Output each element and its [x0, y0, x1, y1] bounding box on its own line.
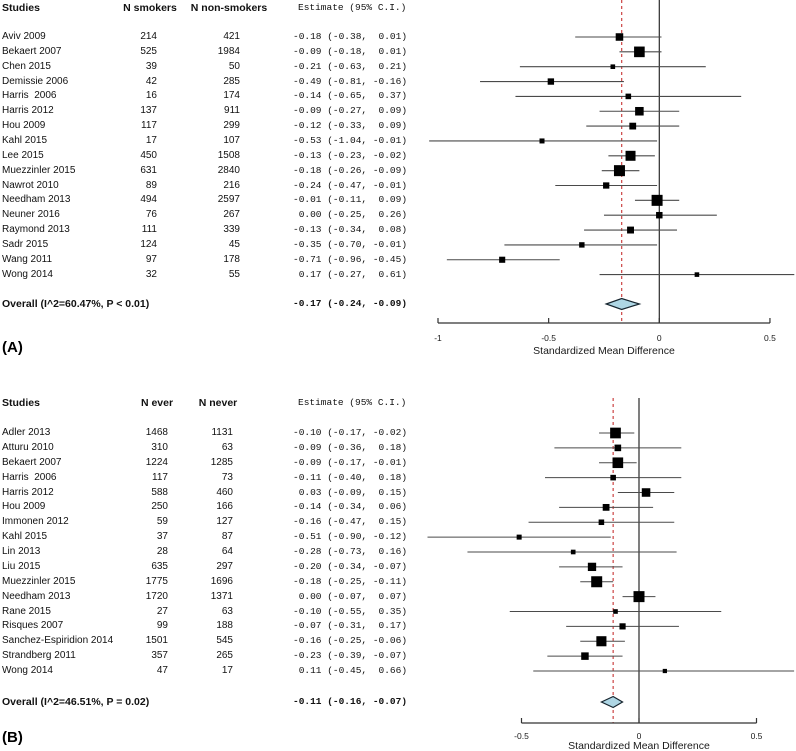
n-group1-value: 32: [145, 268, 157, 280]
n-group2-value: 178: [223, 253, 240, 265]
study-name: Wong 2014: [2, 268, 53, 280]
n-group2-value: 73: [221, 471, 233, 483]
estimate-marker: [581, 652, 588, 659]
study-name: Immonen 2012: [2, 516, 69, 528]
n-group1-value: 631: [140, 164, 157, 176]
estimate-marker: [614, 165, 625, 176]
estimate-text: -0.12 (-0.33, 0.09): [293, 120, 408, 132]
estimate-text: -0.14 (-0.65, 0.37): [293, 90, 408, 102]
study-name: Lin 2013: [2, 546, 41, 557]
estimate-text: -0.28 (-0.73, 0.16): [293, 546, 408, 557]
n-group2-value: 299: [223, 120, 240, 132]
estimate-text: -0.21 (-0.63, 0.21): [293, 60, 408, 72]
study-name: Sadr 2015: [2, 238, 49, 250]
estimate-column-header: Estimate (95% C.I.): [298, 2, 407, 13]
estimate-marker: [629, 123, 636, 130]
n-group1-value: 76: [145, 209, 157, 221]
estimate-marker: [616, 33, 624, 41]
study-name: Hou 2009: [2, 501, 46, 513]
estimate-text: -0.13 (-0.23, -0.02): [293, 149, 408, 161]
studies-column-header: Studies: [2, 397, 40, 409]
estimate-marker: [652, 195, 663, 206]
n-group1-value: 124: [140, 238, 157, 250]
n-group2-value: 174: [223, 90, 240, 102]
n-group2-value: 17: [221, 665, 233, 676]
n-group1-value: 525: [140, 45, 157, 57]
n-group2-value: 63: [221, 441, 233, 453]
estimate-marker: [571, 550, 576, 555]
study-name: Demissie 2006: [2, 75, 69, 87]
n-group1-value: 250: [151, 501, 168, 513]
estimate-marker: [626, 94, 632, 100]
study-name: Sanchez-Espiridion 2014: [2, 635, 114, 647]
estimate-marker: [610, 428, 621, 439]
study-name: Aviv 2009: [2, 31, 46, 42]
n-group1-value: 28: [156, 546, 168, 557]
n-group2-value: 55: [228, 268, 240, 280]
n-group1-value: 635: [151, 560, 168, 572]
study-name: Needham 2013: [2, 590, 71, 602]
n-group2-value: 216: [223, 179, 240, 191]
panel-b-label: (B): [2, 729, 23, 746]
study-name: Raymond 2013: [2, 224, 70, 236]
n-group2-value: 460: [216, 486, 233, 498]
study-name: Strandberg 2011: [2, 650, 76, 662]
estimate-text: 0.11 (-0.45, 0.66): [293, 665, 408, 676]
study-name: Risques 2007: [2, 620, 64, 632]
n-group1-value: 214: [140, 31, 157, 42]
estimate-marker: [499, 257, 505, 263]
n-group2-value: 421: [223, 31, 240, 42]
n-group2-value: 911: [224, 105, 240, 117]
n-group2-value: 297: [216, 560, 233, 572]
estimate-marker: [591, 576, 602, 587]
study-name: Neuner 2016: [2, 209, 60, 221]
study-name: Harris 2006: [2, 471, 57, 483]
n-group2-column-header: N non-smokers: [190, 2, 268, 14]
overall-diamond: [606, 299, 639, 310]
study-name: Rane 2015: [2, 605, 51, 617]
study-name: Muezzinler 2015: [2, 575, 76, 587]
n-group2-value: 1508: [217, 149, 240, 161]
n-group1-column-header: N ever: [140, 397, 174, 409]
n-group1-value: 99: [156, 620, 168, 632]
estimate-text: -0.49 (-0.81, -0.16): [293, 75, 408, 87]
n-group1-value: 16: [145, 90, 157, 102]
study-name: Needham 2013: [2, 194, 71, 206]
estimate-text: -0.18 (-0.26, -0.09): [293, 164, 408, 176]
estimate-marker: [613, 609, 618, 614]
n-group1-column-header: N smokers: [123, 2, 177, 14]
estimate-marker: [627, 227, 634, 234]
estimate-text: -0.07 (-0.31, 0.17): [293, 620, 408, 632]
x-axis-tick-label: -1: [434, 333, 442, 343]
study-name: Atturu 2010: [2, 441, 54, 453]
n-group1-value: 117: [141, 120, 157, 132]
n-group1-value: 47: [156, 665, 168, 676]
study-name: Chen 2015: [2, 60, 51, 72]
estimate-text: -0.09 (-0.18, 0.01): [293, 45, 408, 57]
estimate-text: -0.35 (-0.70, -0.01): [293, 238, 408, 250]
n-group1-value: 310: [151, 441, 168, 453]
n-group1-value: 42: [145, 75, 157, 87]
n-group2-value: 188: [216, 620, 233, 632]
panel-a-label: (A): [2, 339, 23, 356]
estimate-text: -0.11 (-0.40, 0.18): [293, 471, 408, 483]
estimate-marker: [611, 64, 616, 69]
overall-estimate-text: -0.11 (-0.16, -0.07): [293, 696, 408, 707]
n-group1-value: 137: [140, 105, 157, 117]
estimate-text: -0.53 (-1.04, -0.01): [293, 134, 408, 146]
estimate-text: -0.23 (-0.39, -0.07): [293, 650, 408, 662]
n-group2-value: 1285: [210, 456, 233, 468]
estimate-text: -0.09 (-0.36, 0.18): [293, 441, 408, 453]
overall-diamond: [601, 697, 622, 708]
n-group2-value: 339: [223, 224, 240, 236]
n-group1-value: 588: [151, 486, 168, 498]
estimate-marker: [634, 47, 645, 58]
estimate-text: -0.01 (-0.11, 0.09): [293, 194, 408, 206]
estimate-marker: [695, 272, 700, 277]
n-group1-value: 111: [141, 224, 157, 236]
estimate-text: -0.24 (-0.47, -0.01): [293, 179, 408, 191]
estimate-marker: [579, 242, 584, 247]
study-name: Hou 2009: [2, 120, 46, 132]
estimate-marker: [613, 457, 624, 468]
n-group1-value: 39: [145, 60, 157, 72]
studies-column-header: Studies: [2, 2, 40, 14]
x-axis-tick-label: -0.5: [541, 333, 556, 343]
n-group1-value: 37: [156, 531, 168, 543]
overall-label: Overall (I^2=46.51%, P = 0.02): [2, 696, 150, 708]
estimate-marker: [517, 535, 522, 540]
n-group2-value: 166: [216, 501, 233, 513]
n-group2-value: 1984: [217, 45, 240, 57]
x-axis-title: Standardized Mean Difference: [568, 740, 710, 751]
n-group1-value: 450: [140, 149, 157, 161]
n-group2-value: 127: [216, 516, 233, 528]
n-group2-value: 2840: [217, 164, 240, 176]
estimate-marker: [548, 78, 554, 84]
study-name: Harris 2012: [2, 486, 54, 498]
n-group1-value: 357: [151, 650, 168, 662]
n-group2-value: 1131: [211, 427, 233, 438]
estimate-text: -0.51 (-0.90, -0.12): [293, 531, 408, 543]
n-group2-value: 545: [216, 635, 233, 647]
study-name: Muezzinler 2015: [2, 164, 76, 176]
estimate-marker: [610, 475, 616, 481]
n-group1-value: 1224: [145, 456, 168, 468]
x-axis-title: Standardized Mean Difference: [533, 345, 675, 357]
n-group1-value: 17: [145, 134, 157, 146]
n-group1-value: 27: [156, 605, 168, 617]
study-name: Harris 2006: [2, 90, 57, 102]
n-group2-value: 265: [216, 650, 233, 662]
n-group2-value: 1371: [210, 590, 233, 602]
estimate-text: -0.18 (-0.38, 0.01): [293, 31, 408, 42]
n-group1-value: 117: [152, 471, 168, 483]
n-group1-value: 89: [145, 179, 157, 191]
study-name: Wong 2014: [2, 665, 53, 676]
estimate-marker: [596, 636, 606, 646]
study-name: Harris 2012: [2, 105, 54, 117]
overall-label: Overall (I^2=60.47%, P < 0.01): [2, 298, 150, 310]
estimate-marker: [619, 623, 625, 629]
n-group1-value: 1775: [145, 575, 168, 587]
estimate-text: 0.00 (-0.25, 0.26): [293, 209, 408, 221]
x-axis-tick-label: 0: [636, 731, 642, 741]
estimate-text: -0.09 (-0.27, 0.09): [293, 105, 408, 117]
estimate-text: -0.10 (-0.55, 0.35): [293, 605, 408, 617]
estimate-text: 0.03 (-0.09, 0.15): [293, 486, 408, 498]
n-group2-value: 63: [221, 605, 233, 617]
n-group1-value: 1468: [145, 427, 168, 438]
n-group1-value: 1720: [145, 590, 168, 602]
n-group1-value: 97: [145, 253, 157, 265]
estimate-text: -0.10 (-0.17, -0.02): [293, 427, 408, 438]
estimate-marker: [635, 107, 644, 116]
estimate-text: -0.16 (-0.47, 0.15): [293, 516, 408, 528]
estimate-text: -0.16 (-0.25, -0.06): [293, 635, 408, 647]
n-group2-value: 64: [221, 546, 233, 557]
n-group2-value: 1696: [210, 575, 233, 587]
study-name: Lee 2015: [2, 149, 44, 161]
study-name: Adler 2013: [2, 427, 51, 438]
n-group2-value: 87: [221, 531, 233, 543]
n-group2-value: 2597: [217, 194, 240, 206]
study-name: Kahl 2015: [2, 134, 48, 146]
n-group2-value: 285: [223, 75, 240, 87]
study-name: Kahl 2015: [2, 531, 48, 543]
study-name: Bekaert 2007: [2, 456, 62, 468]
overall-estimate-text: -0.17 (-0.24, -0.09): [293, 298, 408, 309]
estimate-marker: [634, 591, 645, 602]
estimate-text: 0.17 (-0.27, 0.61): [293, 268, 408, 280]
estimate-text: -0.18 (-0.25, -0.11): [293, 575, 408, 587]
n-group2-value: 45: [228, 238, 240, 250]
n-group1-value: 59: [156, 516, 168, 528]
study-name: Liu 2015: [2, 560, 41, 572]
x-axis-tick-label: 0: [656, 333, 662, 343]
estimate-marker: [540, 138, 545, 143]
estimate-marker: [603, 504, 610, 511]
x-axis-tick-label: 0.5: [764, 333, 776, 343]
n-group1-value: 1501: [145, 635, 168, 647]
n-group2-value: 107: [223, 134, 240, 146]
n-group2-value: 267: [223, 209, 240, 221]
estimate-marker: [642, 488, 651, 497]
n-group2-value: 50: [228, 60, 240, 72]
study-name: Wang 2011: [2, 253, 53, 265]
estimate-text: -0.09 (-0.17, -0.01): [293, 456, 408, 468]
x-axis-tick-label: -0.5: [514, 731, 529, 741]
estimate-text: 0.00 (-0.07, 0.07): [293, 590, 408, 602]
estimate-column-header: Estimate (95% C.I.): [298, 397, 407, 408]
study-name: Nawrot 2010: [2, 179, 59, 191]
estimate-text: -0.71 (-0.96, -0.45): [293, 253, 408, 265]
estimate-marker: [663, 669, 667, 673]
estimate-text: -0.20 (-0.34, -0.07): [293, 560, 408, 572]
estimate-marker: [588, 563, 596, 571]
x-axis-tick-label: 0.5: [750, 731, 763, 741]
estimate-text: -0.13 (-0.34, 0.08): [293, 224, 408, 236]
n-group1-value: 494: [140, 194, 157, 206]
n-group2-column-header: N never: [198, 397, 238, 409]
estimate-marker: [656, 212, 662, 218]
estimate-marker: [615, 445, 622, 452]
study-name: Bekaert 2007: [2, 45, 62, 57]
estimate-marker: [599, 519, 605, 525]
estimate-marker: [626, 151, 636, 161]
estimate-marker: [603, 182, 609, 188]
estimate-text: -0.14 (-0.34, 0.06): [293, 501, 408, 513]
